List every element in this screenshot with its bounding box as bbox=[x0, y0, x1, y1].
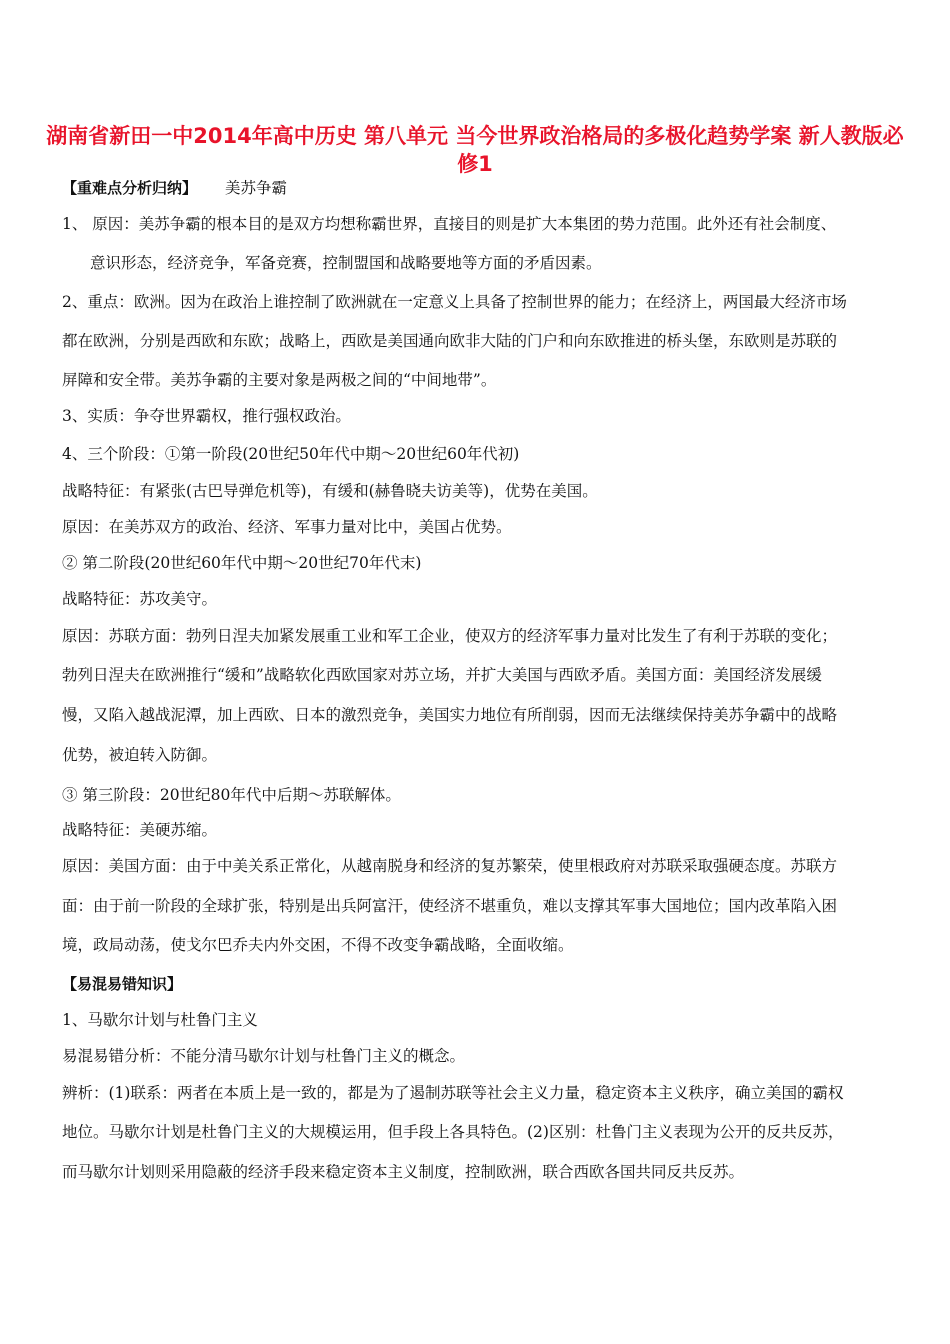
paragraph-line: 战略特征：苏攻美守。 bbox=[62, 590, 218, 608]
section-subheading: 美苏争霸 bbox=[225, 179, 288, 197]
paragraph-line: 而马歇尔计划则采用隐蔽的经济手段来稳定资本主义制度，控制欧洲，联合西欧各国共同反共反苏。 bbox=[62, 1163, 745, 1181]
paragraph-line: 慢，又陷入越战泥潭，加上西欧、日本的激烈竞争，美国实力地位有所削弱，因而无法继续保持美苏争霸中的战略 bbox=[62, 706, 838, 724]
paragraph-line: 原因：苏联方面：勃列日涅夫加紧发展重工业和军工企业，使双方的经济军事力量对比发生了有利于苏联的变化； bbox=[62, 627, 838, 645]
paragraph-line: ② 第二阶段(20世纪60年代中期～20世纪70年代末) bbox=[62, 554, 422, 572]
paragraph-line: 2、重点：欧洲。因为在政治上谁控制了欧洲就在一定意义上具备了控制世界的能力；在经济上，两国最大经济市场 bbox=[62, 293, 847, 311]
paragraph-line: 面：由于前一阶段的全球扩张，特别是出兵阿富汗，使经济不堪重负，难以支撑其军事大国地位；国内改革陷入困 bbox=[62, 897, 838, 915]
section-heading-confusing-knowledge: 【易混易错知识】 bbox=[62, 975, 183, 993]
paragraph-line: ③ 第三阶段：20世纪80年代中后期～苏联解体。 bbox=[62, 786, 401, 804]
paragraph-line: 1、 原因：美苏争霸的根本目的是双方均想称霸世界，直接目的则是扩大本集团的势力范围。此外还有社会制度、 bbox=[62, 215, 837, 233]
paragraph-line: 战略特征：有紧张(古巴导弹危机等)，有缓和(赫鲁晓夫访美等)，优势在美国。 bbox=[62, 482, 598, 500]
paragraph-line: 1、马歇尔计划与杜鲁门主义 bbox=[62, 1011, 258, 1029]
paragraph-line: 境，政局动荡，使戈尔巴乔夫内外交困，不得不改变争霸战略，全面收缩。 bbox=[62, 936, 574, 954]
paragraph-line: 原因：在美苏双方的政治、经济、军事力量对比中，美国占优势。 bbox=[62, 518, 512, 536]
paragraph-line: 优势，被迫转入防御。 bbox=[62, 746, 218, 764]
paragraph-line: 4、三个阶段：①第一阶段(20世纪50年代中期～20世纪60年代初) bbox=[62, 445, 520, 463]
section-heading-key-points bbox=[62, 178, 287, 198]
paragraph-line: 屏障和安全带。美苏争霸的主要对象是两极之间的“中间地带”。 bbox=[62, 371, 497, 389]
paragraph-line: 原因：美国方面：由于中美关系正常化，从越南脱身和经济的复苏繁荣，使里根政府对苏联采取强硬态度。苏联方 bbox=[62, 857, 838, 875]
section-heading-label: 【重难点分析归纳】 bbox=[62, 179, 198, 197]
paragraph-line: 战略特征：美硬苏缩。 bbox=[62, 821, 218, 839]
paragraph-line: 地位。马歇尔计划是杜鲁门主义的大规模运用，但手段上各具特色。(2)区别：杜鲁门主义表现为公开的反共反苏， bbox=[62, 1123, 844, 1141]
paragraph-line: 易混易错分析：不能分清马歇尔计划与杜鲁门主义的概念。 bbox=[62, 1047, 466, 1065]
paragraph-line: 勃列日涅夫在欧洲推行“缓和”战略软化西欧国家对苏立场，并扩大美国与西欧矛盾。美国方面：美国经济发展缓 bbox=[62, 666, 822, 684]
document-title: 湖南省新田一中2014年高中历史 第八单元 当今世界政治格局的多极化趋势学案 新人教版必修1 bbox=[46, 124, 904, 176]
paragraph-line: 3、实质：争夺世界霸权，推行强权政治。 bbox=[62, 407, 351, 425]
paragraph-line: 都在欧洲，分别是西欧和东欧；战略上，西欧是美国通向欧非大陆的门户和向东欧推进的桥头堡，东欧则是苏联的 bbox=[62, 332, 838, 350]
paragraph-line: 辨析：(1)联系：两者在本质上是一致的，都是为了遏制苏联等社会主义力量，稳定资本主义秩序，确立美国的霸权 bbox=[62, 1084, 844, 1102]
paragraph-line: 意识形态，经济竞争，军备竞赛，控制盟国和战略要地等方面的矛盾因素。 bbox=[90, 254, 602, 272]
